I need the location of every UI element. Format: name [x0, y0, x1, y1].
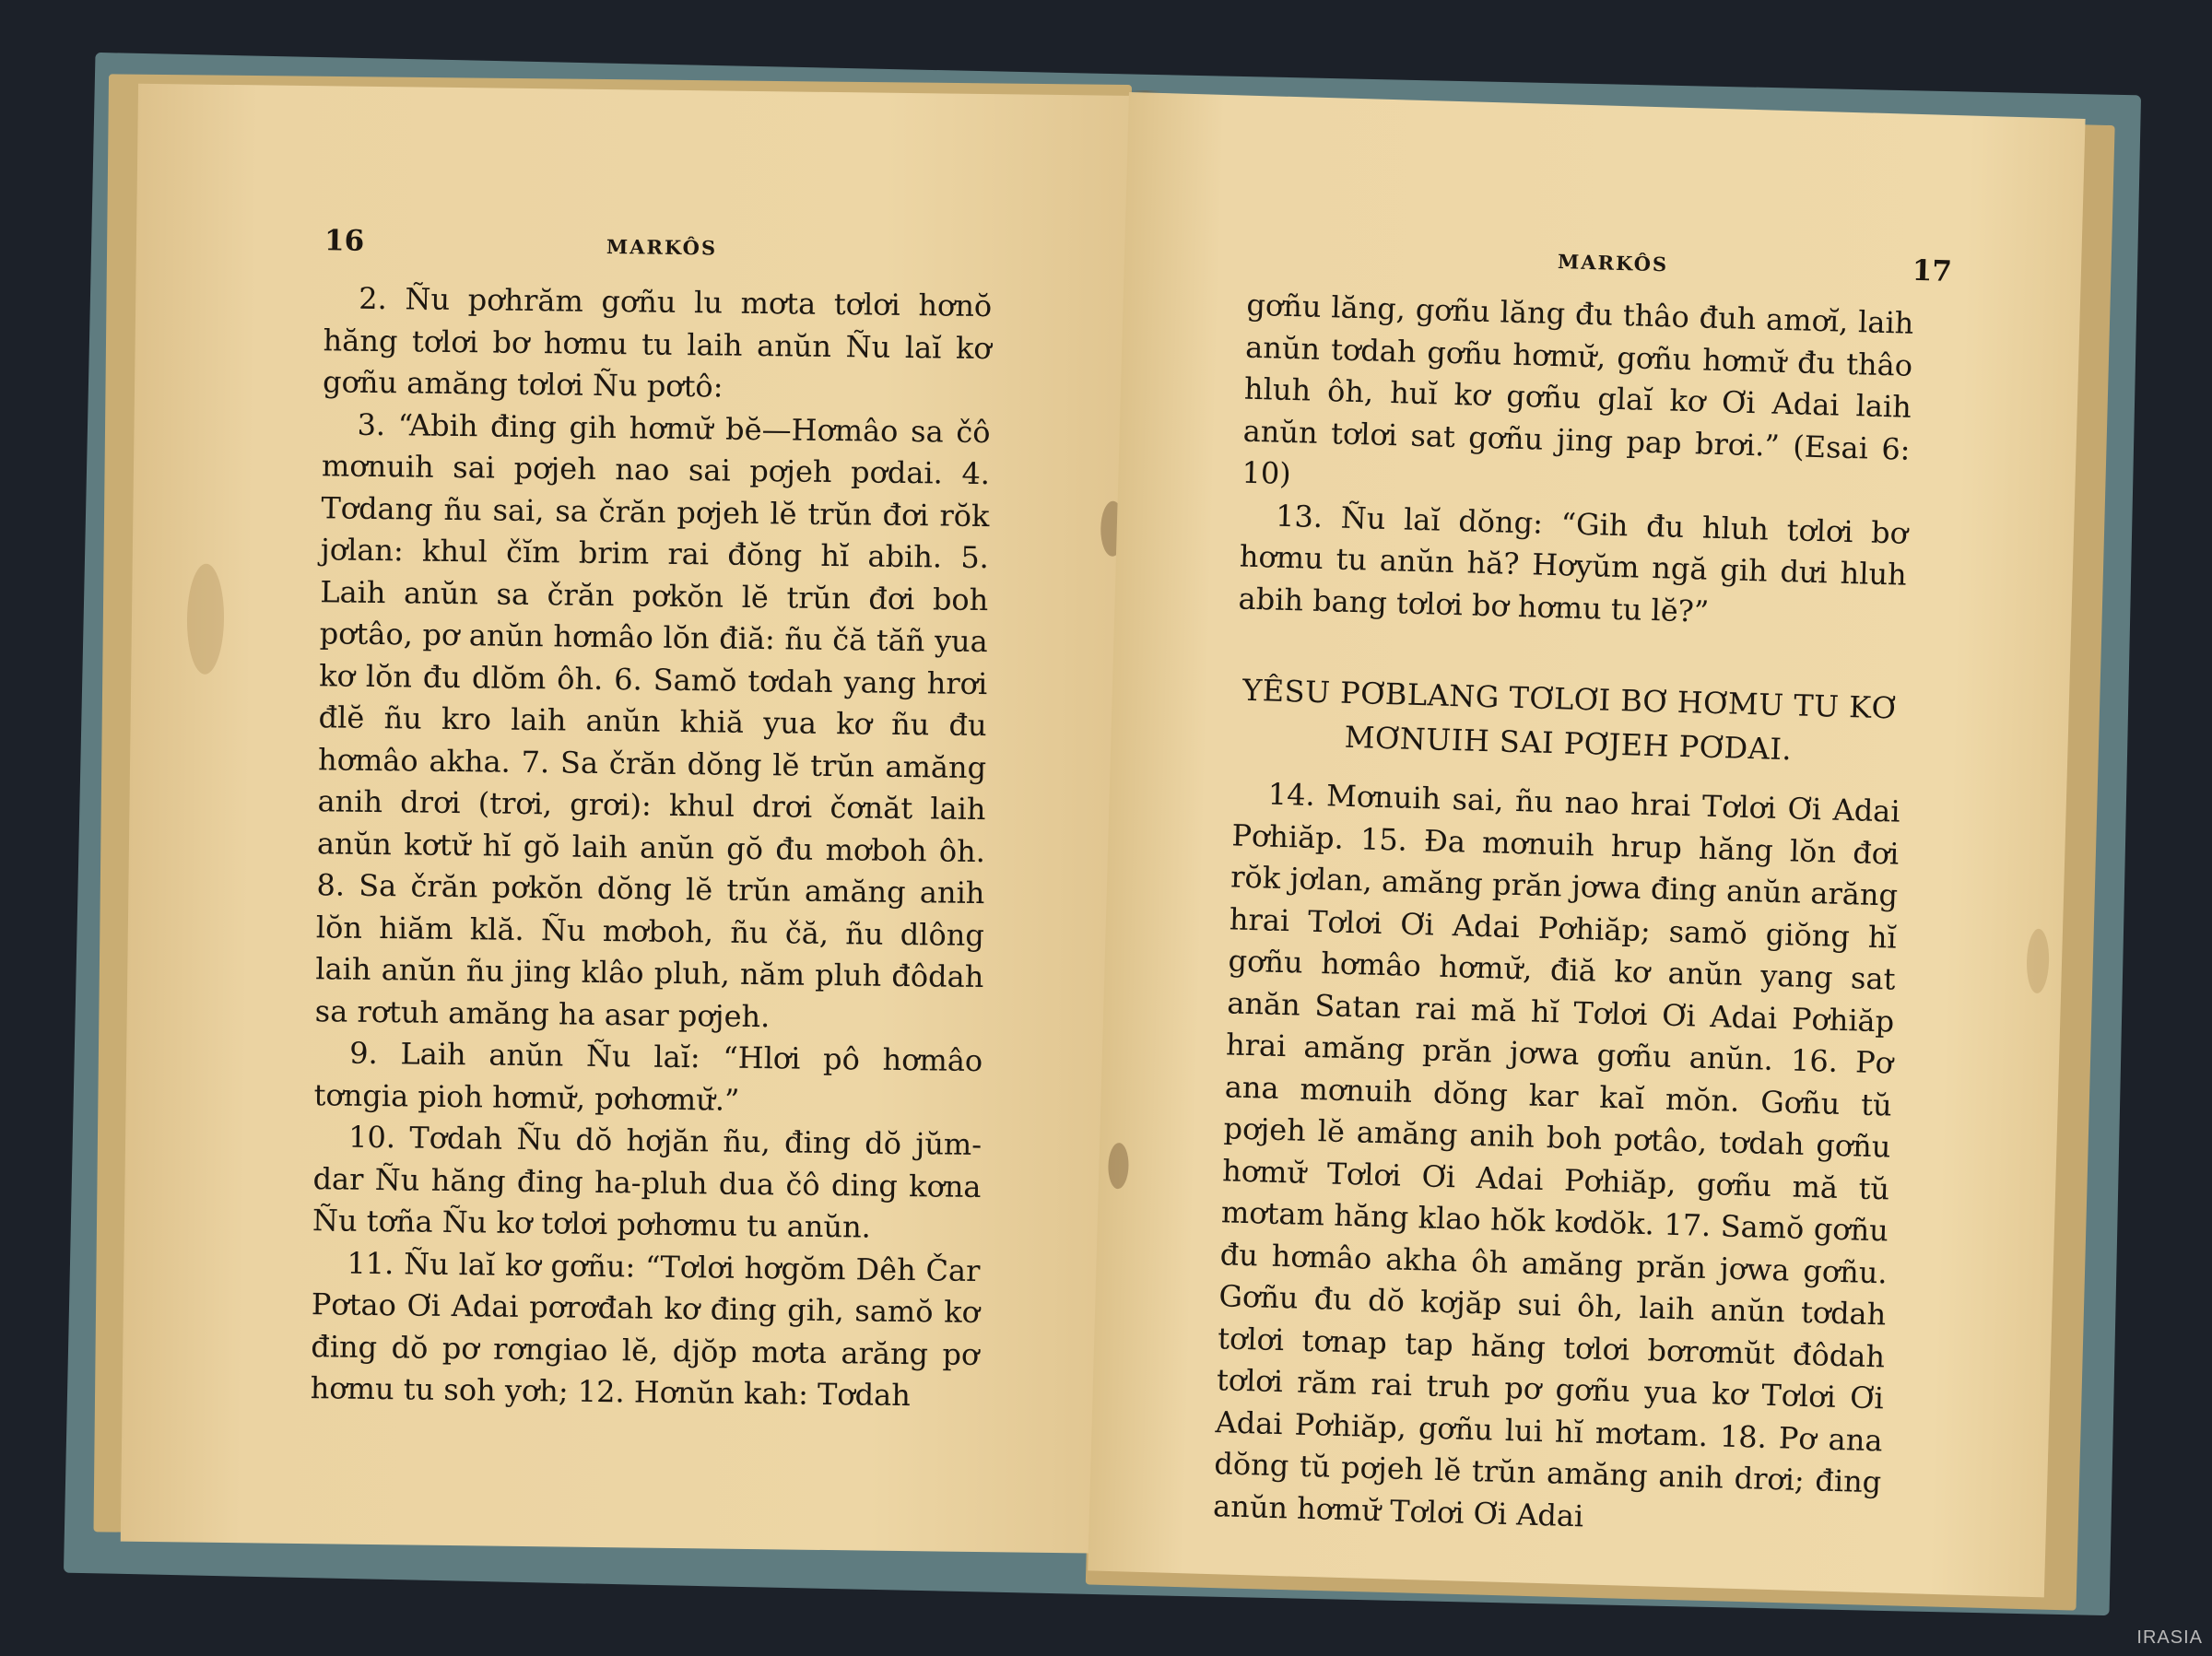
- page-number-left: 16: [324, 224, 365, 258]
- paragraph-verses-14-18: 14. Mơnuih sai, ñu nao hrai Tơlơi Ơi Adai Pơhiăp. 15. Đa mơnuih hrup hăng lŏn đơi rŏk jơlan, amăng prăn jơwa đing anŭn arăng hrai Tơlơi Ơi Adai Pơhiăp; samŏ giŏng hĭ gơñu hơmâo hơmư̆, điă kơ anŭn yang sat anăn Satan rai mă hĭ Tơlơi Ơi Adai Pơhiăp hrai amăng prăn jơwa gơñu anŭn. 16. Pơ ana mơnuih dŏng kar kaĭ mŏn. Gơñu tŭ pơjeh lĕ amăng anih boh pơtâo, tơdah gơñu hơmư̆ Tơlơi Ơi Adai Pơhiăp, gơñu mă tŭ mơtam hăng klao hŏk kơdŏk. 17. Samŏ gơñu đu hơmâo akha ôh amăng prăn jơwa gơñu. Gơñu đu dŏ kơjăp sui ôh, laih anŭn tơdah tơlơi tơnap tap hăng tơlơi bơrơmŭt đôdah tơlơi răm rai truh pơ gơñu yua kơ Tơlơi Ơi Adai Pơhiăp, gơñu lui hĭ mơtam. 18. Pơ ana dŏng tŭ pơjeh lĕ trŭn amăng anih drơi; đing anŭn hơmư̆ Tơlơi Ơi Adai: [1212, 776, 1901, 1533]
- paragraph-verses-3-8: 3. “Abih đing gih hơmư̆ bĕ—Hơmâo sa čô mơnuih sai pơjeh nao sai pơjeh pơdai. 4. Tơdang ñu sai, sa črăn pơjeh lĕ trŭn đơi rŏk jơlan: khul čĭm brim rai đŏng hĭ abih. 5. Laih anŭn sa črăn pơkŏn lĕ trŭn đơi boh pơtâo, pơ anŭn hơmâo lŏn điă: ñu čă tăñ yua kơ lŏn đu dlŏm ôh. 6. Samŏ tơdah yang hrơi đlĕ ñu kro laih anŭn khiă yua kơ ñu đu hơmâo akha. 7. Sa črăn dŏng lĕ trŭn amăng anih drơi (trơi, grơi): khul drơi čơnăt laih anŭn kơtư̆ hĭ gŏ laih anŭn gŏ đu mơboh ôh. 8. Sa črăn pơkŏn dŏng lĕ trŭn amăng anih lŏn hiăm klă. Ñu mơboh, ñu čă, ñu dlông laih anŭn ñu jing klâo pluh, năm pluh đôdah sa rơtuh amăng ha asar pơjeh.: [314, 406, 991, 1034]
- running-title-left: MARKÔS: [606, 235, 718, 260]
- section-heading-line-1: YÊSU PƠBLANG TƠLƠI BƠ HƠMU TU KƠ: [1241, 672, 1897, 726]
- running-title-right: MARKÔS: [1557, 250, 1669, 276]
- paragraph-verse-9: 9. Laih anŭn Ñu laĭ: “Hlơi pô hơmâo tơngia pioh hơmư̆, pơhơmư̆.”: [313, 1035, 983, 1118]
- paragraph-verses-11-12: 11. Ñu laĭ kơ gơñu: “Tơlơi hơgŏm Dêh Čar Pơtao Ơi Adai pơrơđah kơ đing gih, samŏ kơ đing dŏ pơ rơngiao lĕ, djŏp mơta arăng pơ hơmu tu soh yơh; 12. Hơnŭn kah: Tơdah: [310, 1245, 981, 1414]
- left-page: [121, 84, 1135, 1554]
- paper-stain: [1108, 1143, 1129, 1190]
- paragraph-verse-10: 10. Tơdah Ñu dŏ hơjăn ñu, đing dŏ jŭm-dar Ñu hăng đing ha-pluh dua čô ding kơna Ñu tơña Ñu kơ tơlơi pơhơmu tu anŭn.: [312, 1119, 982, 1245]
- paper-stain: [2026, 929, 2050, 994]
- paper-stain: [186, 563, 224, 674]
- section-heading: [1234, 667, 1903, 774]
- watermark: IRASIA: [2136, 1627, 2203, 1648]
- section-heading-line-2: MƠNUIH SAI PƠJEH PƠDAI.: [1344, 719, 1793, 768]
- right-page: [1088, 92, 2085, 1597]
- paragraph-verse-2: 2. Ñu pơhrăm gơñu lu mơta tơlơi hơnŏ hăng tơlơi bơ hơmu tu laih anŭn Ñu laĭ kơ gơñu amăng tơlơi Ñu pơtô:: [322, 280, 993, 405]
- left-page-text: [311, 277, 993, 1417]
- paragraph-verse-13: 13. Ñu laĭ dŏng: “Gih đu hluh tơlơi bơ hơmu tu anŭn hă? Hơyŭm ngă gih dưi hluh abih bang tơlơi bơ hơmu tu lĕ?”: [1238, 498, 1909, 629]
- page-number-right: 17: [1912, 253, 1953, 289]
- left-page-header: [136, 222, 1134, 271]
- right-page-text: [1213, 285, 1914, 1546]
- paragraph-continuation: gơñu lăng, gơñu lăng đu thâo đuh amơĭ, laih anŭn tơdah gơñu hơmư̆, gơñu hơmư̆ đu thâo hluh ôh, huĭ kơ gơñu glaĭ kơ Ơi Adai laih anŭn tơlơi sat gơñu jing pap brơi.” (Esai 6: 10): [1241, 287, 1914, 492]
